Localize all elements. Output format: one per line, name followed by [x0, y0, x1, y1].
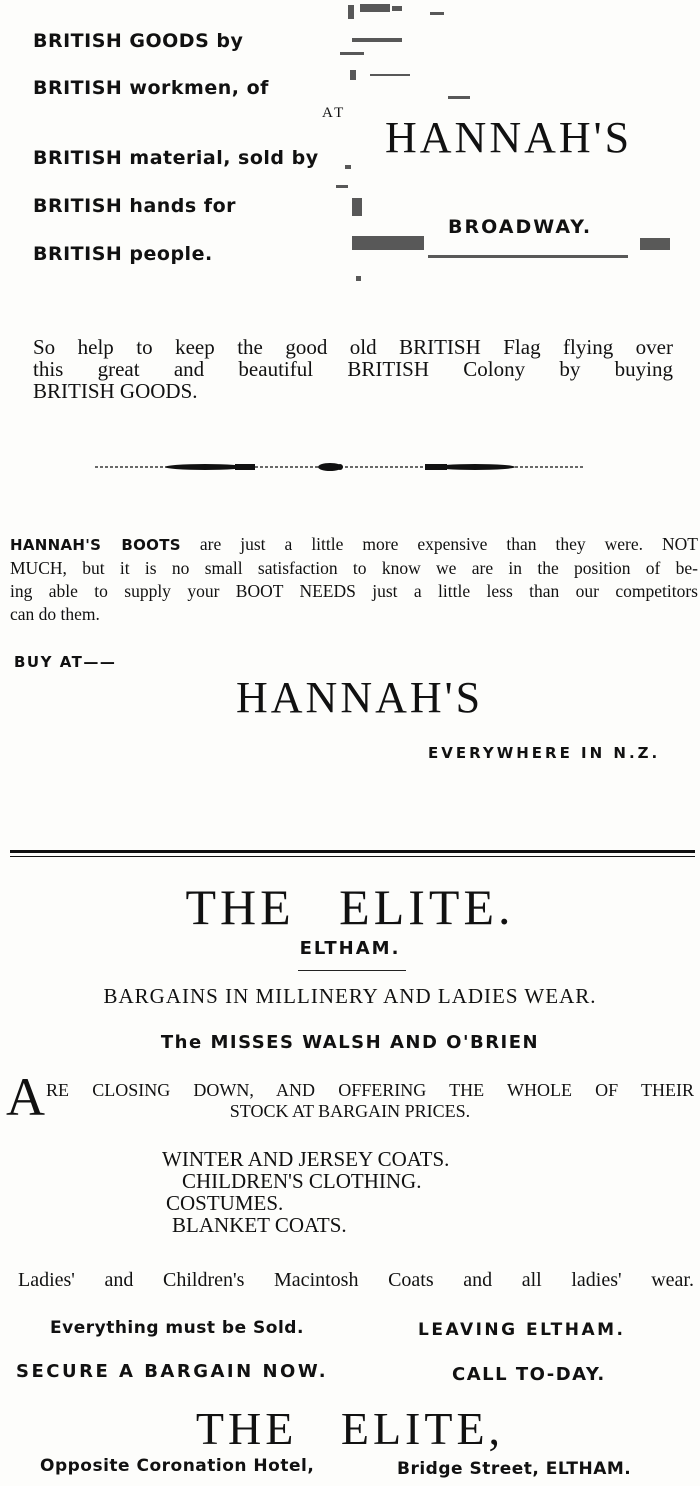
elite-leaving-eltham: LEAVING ELTHAM. — [418, 1320, 626, 1340]
boots-line-1 — [10, 533, 698, 557]
section-rule-thick — [10, 850, 695, 853]
elite-call-today: CALL TO-DAY. — [452, 1364, 606, 1385]
british-line-4: BRITISH hands for — [33, 195, 236, 217]
elite-title: THE ELITE. — [185, 879, 515, 935]
elite-dropcap: A — [6, 1067, 45, 1127]
appeal-line-3: BRITISH GOODS. — [33, 379, 198, 403]
elite-address-right: Bridge Street, ELTHAM. — [397, 1459, 632, 1479]
boots-body-1: are just a little more expensive than they were. NOT — [199, 534, 698, 554]
elite-everything-sold: Everything must be Sold. — [50, 1318, 304, 1338]
elite-item-3: COSTUMES. — [166, 1191, 284, 1215]
elite-headline: BARGAINS IN MILLINERY AND LADIES WEAR. — [103, 984, 597, 1008]
elite-also-line: Ladies' and Children's Macintosh Coats and all ladies' wear. — [18, 1269, 694, 1291]
appeal-paragraph — [33, 336, 673, 402]
appeal-line-2: this great and beautiful BRITISH Colony by buying — [33, 357, 673, 381]
elite-intro-line-2: STOCK AT BARGAIN PRICES. — [229, 1101, 471, 1121]
buy-at-label: BUY AT—— — [14, 653, 117, 671]
section-rule-thin — [10, 856, 695, 857]
boots-line-3: ing able to supply your BOOT NEEDS just a little less than our competitors — [10, 581, 698, 601]
store-name-hannahs: HANNAH'S — [385, 113, 633, 162]
boots-lead: HANNAH'S BOOTS — [10, 536, 181, 554]
british-line-1: BRITISH GOODS by — [33, 30, 244, 52]
everywhere-tagline: EVERYWHERE IN N.Z. — [428, 744, 661, 762]
elite-title-2: THE ELITE, — [195, 1403, 505, 1454]
elite-item-2: CHILDREN'S CLOTHING. — [182, 1169, 422, 1193]
elite-item-4: BLANKET COATS. — [172, 1213, 347, 1237]
elite-intro-line-1: RE CLOSING DOWN, AND OFFERING THE WHOLE OF THEIR — [46, 1080, 694, 1100]
elite-address-left: Opposite Coronation Hotel, — [40, 1456, 315, 1476]
boots-line-2: MUCH, but it is no small satisfaction to know we are in the position of be- — [10, 558, 698, 578]
british-line-3: BRITISH material, sold by — [33, 147, 319, 169]
at-label: AT — [322, 105, 347, 121]
boots-line-4: can do them. — [10, 604, 100, 624]
elite-town: ELTHAM. — [299, 938, 401, 959]
british-line-5: BRITISH people. — [33, 243, 213, 265]
boots-paragraph — [10, 533, 698, 626]
elite-item-list — [162, 1148, 449, 1236]
appeal-line-1: So help to keep the good old BRITISH Flag flying over — [33, 335, 673, 359]
elite-short-rule — [298, 970, 406, 971]
print-smudges — [300, 0, 700, 290]
elite-proprietors: The MISSES WALSH AND O'BRIEN — [160, 1032, 540, 1053]
store-name-hannahs-2: HANNAH'S — [236, 673, 484, 722]
elite-secure-bargain: SECURE A BARGAIN NOW. — [16, 1361, 329, 1382]
british-line-2: BRITISH workmen, of — [33, 77, 269, 99]
ornamental-divider — [95, 458, 585, 476]
location-broadway: BROADWAY. — [448, 216, 593, 238]
elite-item-1: WINTER AND JERSEY COATS. — [162, 1147, 450, 1171]
